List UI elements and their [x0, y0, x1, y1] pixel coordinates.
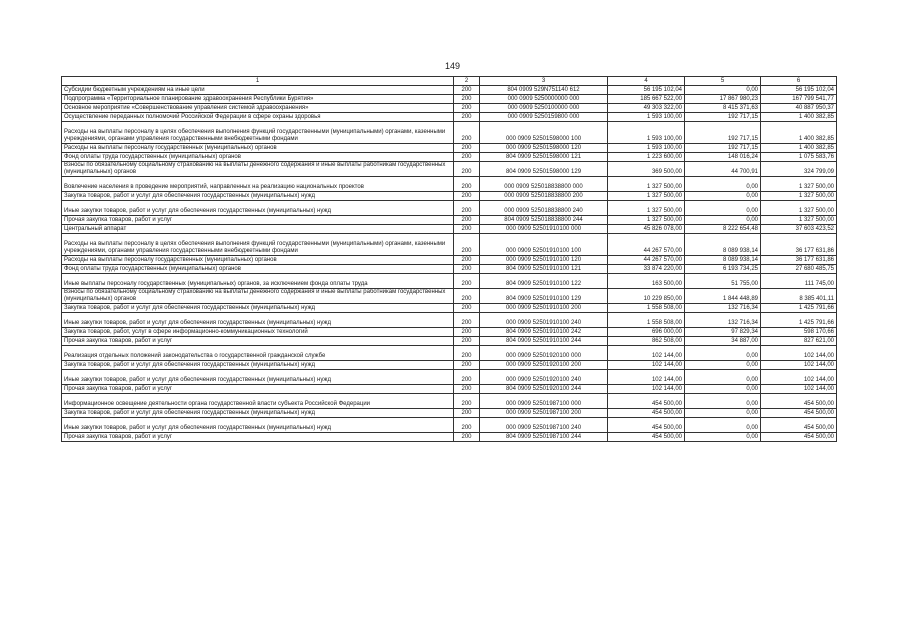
row-name-cell: Осуществление переданных полномочий Российской Федерации в сфере охраны здоровья	[62, 113, 454, 122]
row-code-cell: 804 0909 525018838800 244	[480, 216, 608, 225]
row-grbs-cell: 200	[454, 361, 480, 370]
row-grbs-cell: 200	[454, 113, 480, 122]
row-executed-cell: 97 829,34	[685, 328, 761, 337]
table-row	[62, 104, 837, 113]
row-remaining-cell: 111 745,00	[761, 274, 837, 289]
row-assigned-cell: 454 500,00	[608, 433, 685, 442]
row-executed-cell: 0,00	[685, 177, 761, 192]
table-row	[62, 265, 837, 274]
row-grbs-cell: 200	[454, 162, 480, 177]
row-assigned-cell: 1 223 600,00	[608, 153, 685, 162]
row-name-cell: Закупка товаров, работ и услуг для обеспечения государственных (муниципальных) нужд	[62, 304, 454, 313]
row-executed-cell: 0,00	[685, 216, 761, 225]
row-remaining-cell: 1 327 500,00	[761, 192, 837, 201]
row-code-cell: 000 0909 52501910100 100	[480, 234, 608, 256]
row-remaining-cell: 167 799 541,77	[761, 95, 837, 104]
row-grbs-cell: 200	[454, 144, 480, 153]
row-name-cell: Иные закупки товаров, работ и услуг для обеспечения государственных (муниципальных) нужд	[62, 370, 454, 385]
row-grbs-cell: 200	[454, 304, 480, 313]
table-row	[62, 153, 837, 162]
row-executed-cell: 0,00	[685, 361, 761, 370]
row-name-cell: Прочая закупка товаров, работ и услуг	[62, 433, 454, 442]
row-remaining-cell: 1 400 382,85	[761, 113, 837, 122]
table-row	[62, 177, 837, 192]
table-row	[62, 86, 837, 95]
row-name-cell: Иные закупки товаров, работ и услуг для обеспечения государственных (муниципальных) нужд	[62, 201, 454, 216]
row-executed-cell: 192 717,15	[685, 144, 761, 153]
row-remaining-cell: 454 500,00	[761, 418, 837, 433]
row-assigned-cell: 44 267 570,00	[608, 256, 685, 265]
row-name-cell: Закупка товаров, работ и услуг для обеспечения государственных (муниципальных) нужд	[62, 409, 454, 418]
row-assigned-cell: 1 558 508,00	[608, 313, 685, 328]
row-code-cell: 000 0909 5250159800 000	[480, 113, 608, 122]
row-name-cell: Закупка товаров, работ и услуг для обеспечения государственных (муниципальных) нужд	[62, 361, 454, 370]
column-header: 5	[685, 77, 761, 86]
row-name-cell: Иные закупки товаров, работ и услуг для обеспечения государственных (муниципальных) нужд	[62, 313, 454, 328]
row-code-cell: 000 0909 5250000000 000	[480, 95, 608, 104]
row-assigned-cell: 454 500,00	[608, 394, 685, 409]
row-name-cell: Реализация отдельных положений законодательства о государственной гражданской службе	[62, 346, 454, 361]
row-code-cell: 000 0909 52501987100 200	[480, 409, 608, 418]
row-grbs-cell: 200	[454, 394, 480, 409]
row-executed-cell: 8 415 371,63	[685, 104, 761, 113]
row-executed-cell: 34 887,00	[685, 337, 761, 346]
row-code-cell: 000 0909 52501598000 120	[480, 144, 608, 153]
row-name-cell: Прочая закупка товаров, работ и услуг	[62, 385, 454, 394]
row-grbs-cell: 200	[454, 216, 480, 225]
row-remaining-cell: 1 400 382,85	[761, 122, 837, 144]
row-assigned-cell: 102 144,00	[608, 361, 685, 370]
row-remaining-cell: 598 170,66	[761, 328, 837, 337]
row-grbs-cell: 200	[454, 328, 480, 337]
row-code-cell: 804 0909 52501910100 242	[480, 328, 608, 337]
row-name-cell: Прочая закупка товаров, работ и услуг	[62, 337, 454, 346]
row-assigned-cell: 102 144,00	[608, 370, 685, 385]
row-name-cell: Расходы на выплаты персоналу государственных (муниципальных) органов	[62, 144, 454, 153]
row-name-cell: Подпрограмма «Территориальное планирование здравоохранения Республики Бурятия»	[62, 95, 454, 104]
column-header: 4	[608, 77, 685, 86]
row-grbs-cell: 200	[454, 86, 480, 95]
row-remaining-cell: 102 144,00	[761, 370, 837, 385]
row-assigned-cell: 1 327 500,00	[608, 192, 685, 201]
row-executed-cell: 132 716,34	[685, 313, 761, 328]
table-row	[62, 95, 837, 104]
row-assigned-cell: 33 874 220,00	[608, 265, 685, 274]
row-grbs-cell: 200	[454, 122, 480, 144]
row-remaining-cell: 36 177 631,86	[761, 234, 837, 256]
row-grbs-cell: 200	[454, 177, 480, 192]
row-code-cell: 000 0909 52501987100 000	[480, 394, 608, 409]
row-executed-cell: 132 716,34	[685, 304, 761, 313]
row-grbs-cell: 200	[454, 201, 480, 216]
row-assigned-cell: 1 593 100,00	[608, 144, 685, 153]
column-header: 2	[454, 77, 480, 86]
budget-table	[61, 76, 837, 442]
row-assigned-cell: 1 558 508,00	[608, 304, 685, 313]
row-grbs-cell: 200	[454, 418, 480, 433]
row-executed-cell: 17 867 980,23	[685, 95, 761, 104]
row-assigned-cell: 696 000,00	[608, 328, 685, 337]
row-assigned-cell: 163 500,00	[608, 274, 685, 289]
row-code-cell: 000 0909 52501987100 240	[480, 418, 608, 433]
row-grbs-cell: 200	[454, 313, 480, 328]
row-remaining-cell: 454 500,00	[761, 409, 837, 418]
row-grbs-cell: 200	[454, 433, 480, 442]
row-executed-cell: 0,00	[685, 192, 761, 201]
row-assigned-cell: 102 144,00	[608, 346, 685, 361]
row-grbs-cell: 200	[454, 385, 480, 394]
row-assigned-cell: 10 229 850,00	[608, 289, 685, 304]
row-remaining-cell: 1 327 500,00	[761, 216, 837, 225]
row-grbs-cell: 200	[454, 234, 480, 256]
row-code-cell: 804 0909 52501987100 244	[480, 433, 608, 442]
row-assigned-cell: 454 500,00	[608, 409, 685, 418]
row-name-cell: Центральный аппарат	[62, 225, 454, 234]
row-name-cell: Информационное освещение деятельности органа государственной власти субъекта Российской Федерации	[62, 394, 454, 409]
row-grbs-cell: 200	[454, 370, 480, 385]
row-executed-cell: 0,00	[685, 409, 761, 418]
row-code-cell: 000 0909 52501920100 200	[480, 361, 608, 370]
column-header: 3	[480, 77, 608, 86]
row-code-cell: 000 0909 52501920100 000	[480, 346, 608, 361]
row-remaining-cell: 40 887 950,37	[761, 104, 837, 113]
table-row	[62, 256, 837, 265]
row-assigned-cell: 49 303 322,00	[608, 104, 685, 113]
column-header: 1	[62, 77, 454, 86]
row-code-cell: 804 0909 52501910100 122	[480, 274, 608, 289]
row-executed-cell: 192 717,15	[685, 122, 761, 144]
table-header-row	[62, 77, 837, 86]
row-code-cell: 804 0909 52501910100 121	[480, 265, 608, 274]
row-name-cell: Расходы на выплаты персоналу государственных (муниципальных) органов	[62, 256, 454, 265]
table-row	[62, 225, 837, 234]
row-code-cell: 000 0909 5250100000 000	[480, 104, 608, 113]
table-row	[62, 346, 837, 361]
row-executed-cell: 0,00	[685, 385, 761, 394]
row-remaining-cell: 37 603 423,52	[761, 225, 837, 234]
row-assigned-cell: 1 593 100,00	[608, 113, 685, 122]
row-remaining-cell: 454 500,00	[761, 394, 837, 409]
row-name-cell: Расходы на выплаты персоналу в целях обеспечения выполнения функций государственными (муниципальными) органами, казенными учреждениями, органами управления государственными внебюджетными фондами	[62, 234, 454, 256]
row-grbs-cell: 200	[454, 104, 480, 113]
row-remaining-cell: 1 327 500,00	[761, 201, 837, 216]
row-name-cell: Иные выплаты персоналу государственных (муниципальных) органов, за исключением фонда оплаты труда	[62, 274, 454, 289]
row-name-cell: Основное мероприятие «Совершенствование управления системой здравоохранения»	[62, 104, 454, 113]
table-row	[62, 394, 837, 409]
row-assigned-cell: 1 327 500,00	[608, 177, 685, 192]
row-executed-cell: 0,00	[685, 86, 761, 95]
row-code-cell: 000 0909 525018838800 240	[480, 201, 608, 216]
row-executed-cell: 0,00	[685, 394, 761, 409]
column-header: 6	[761, 77, 837, 86]
table-row	[62, 144, 837, 153]
row-name-cell: Взносы по обязательному социальному страхованию на выплаты денежного содержания и иные выплаты работникам государственных (муниципальных) органов	[62, 162, 454, 177]
row-code-cell: 000 0909 525018838800 200	[480, 192, 608, 201]
table-row	[62, 313, 837, 328]
page-number: 149	[444, 61, 461, 71]
row-remaining-cell: 102 144,00	[761, 361, 837, 370]
table-row	[62, 192, 837, 201]
row-code-cell: 000 0909 52501910100 200	[480, 304, 608, 313]
row-remaining-cell: 454 500,00	[761, 433, 837, 442]
row-grbs-cell: 200	[454, 256, 480, 265]
row-assigned-cell: 44 267 570,00	[608, 234, 685, 256]
row-assigned-cell: 1 327 500,00	[608, 216, 685, 225]
row-grbs-cell: 200	[454, 337, 480, 346]
row-code-cell: 000 0909 52501598000 100	[480, 122, 608, 144]
row-name-cell: Закупка товаров, работ, услуг в сфере информационно-коммуникационных технологий	[62, 328, 454, 337]
row-assigned-cell: 862 508,00	[608, 337, 685, 346]
row-code-cell: 804 0909 52501920100 244	[480, 385, 608, 394]
row-name-cell: Фонд оплаты труда государственных (муниципальных) органов	[62, 153, 454, 162]
row-name-cell: Фонд оплаты труда государственных (муниципальных) органов	[62, 265, 454, 274]
row-code-cell: 804 0909 529N751140 612	[480, 86, 608, 95]
row-executed-cell: 148 016,24	[685, 153, 761, 162]
table-row	[62, 113, 837, 122]
table-row	[62, 289, 837, 304]
row-name-cell: Взносы по обязательному социальному страхованию на выплаты денежного содержания и иные выплаты работникам государственных (муниципальных) органов	[62, 289, 454, 304]
row-assigned-cell: 369 500,00	[608, 162, 685, 177]
row-grbs-cell: 200	[454, 409, 480, 418]
table-row	[62, 234, 837, 256]
table-row	[62, 274, 837, 289]
row-executed-cell: 8 089 938,14	[685, 234, 761, 256]
row-code-cell: 804 0909 52501598000 121	[480, 153, 608, 162]
row-remaining-cell: 1 400 382,85	[761, 144, 837, 153]
row-executed-cell: 44 700,91	[685, 162, 761, 177]
row-executed-cell: 8 222 654,48	[685, 225, 761, 234]
table-row	[62, 370, 837, 385]
row-executed-cell: 0,00	[685, 370, 761, 385]
row-remaining-cell: 102 144,00	[761, 346, 837, 361]
table-row	[62, 201, 837, 216]
table-row	[62, 328, 837, 337]
row-grbs-cell: 200	[454, 95, 480, 104]
row-grbs-cell: 200	[454, 274, 480, 289]
row-remaining-cell: 102 144,00	[761, 385, 837, 394]
row-executed-cell: 0,00	[685, 418, 761, 433]
row-name-cell: Расходы на выплаты персоналу в целях обеспечения выполнения функций государственными (муниципальными) органами, казенными учреждениями, органами управления государственными внебюджетными фондами	[62, 122, 454, 144]
row-remaining-cell: 8 385 401,11	[761, 289, 837, 304]
row-assigned-cell: 102 144,00	[608, 385, 685, 394]
row-code-cell: 000 0909 52501920100 240	[480, 370, 608, 385]
table-row	[62, 385, 837, 394]
row-name-cell: Субсидии бюджетным учреждениям на иные цели	[62, 86, 454, 95]
table-row	[62, 361, 837, 370]
row-name-cell: Закупка товаров, работ и услуг для обеспечения государственных (муниципальных) нужд	[62, 192, 454, 201]
row-grbs-cell: 200	[454, 346, 480, 361]
row-remaining-cell: 1 075 583,76	[761, 153, 837, 162]
row-grbs-cell: 200	[454, 265, 480, 274]
row-code-cell: 000 0909 52501910100 120	[480, 256, 608, 265]
row-assigned-cell: 56 195 102,04	[608, 86, 685, 95]
row-code-cell: 804 0909 52501910100 129	[480, 289, 608, 304]
row-grbs-cell: 200	[454, 289, 480, 304]
row-code-cell: 000 0909 52501910100 000	[480, 225, 608, 234]
table-row	[62, 433, 837, 442]
row-remaining-cell: 27 680 485,75	[761, 265, 837, 274]
table-row	[62, 122, 837, 144]
row-remaining-cell: 324 799,09	[761, 162, 837, 177]
row-remaining-cell: 1 425 791,66	[761, 304, 837, 313]
row-remaining-cell: 1 425 791,66	[761, 313, 837, 328]
row-remaining-cell: 1 327 500,00	[761, 177, 837, 192]
row-remaining-cell: 36 177 631,86	[761, 256, 837, 265]
row-assigned-cell: 45 826 078,00	[608, 225, 685, 234]
table-row	[62, 409, 837, 418]
row-code-cell: 000 0909 52501910100 240	[480, 313, 608, 328]
table-row	[62, 304, 837, 313]
row-assigned-cell: 1 327 500,00	[608, 201, 685, 216]
table-row	[62, 418, 837, 433]
row-assigned-cell: 1 593 100,00	[608, 122, 685, 144]
row-executed-cell: 0,00	[685, 201, 761, 216]
table-row	[62, 337, 837, 346]
row-executed-cell: 8 089 938,14	[685, 256, 761, 265]
row-name-cell: Иные закупки товаров, работ и услуг для обеспечения государственных (муниципальных) нужд	[62, 418, 454, 433]
row-executed-cell: 1 844 448,89	[685, 289, 761, 304]
row-grbs-cell: 200	[454, 225, 480, 234]
row-remaining-cell: 56 195 102,04	[761, 86, 837, 95]
row-grbs-cell: 200	[454, 153, 480, 162]
row-executed-cell: 51 755,00	[685, 274, 761, 289]
table-row	[62, 216, 837, 225]
row-grbs-cell: 200	[454, 192, 480, 201]
row-executed-cell: 0,00	[685, 346, 761, 361]
row-assigned-cell: 454 500,00	[608, 418, 685, 433]
table-row	[62, 162, 837, 177]
row-code-cell: 000 0909 525018838800 000	[480, 177, 608, 192]
row-remaining-cell: 827 621,00	[761, 337, 837, 346]
row-name-cell: Вовлечение населения в проведение мероприятий, направленных на реализацию национальных проектов	[62, 177, 454, 192]
row-name-cell: Прочая закупка товаров, работ и услуг	[62, 216, 454, 225]
row-assigned-cell: 185 667 522,00	[608, 95, 685, 104]
row-code-cell: 804 0909 52501910100 244	[480, 337, 608, 346]
row-code-cell: 804 0909 52501598000 129	[480, 162, 608, 177]
row-executed-cell: 0,00	[685, 433, 761, 442]
row-executed-cell: 6 193 734,25	[685, 265, 761, 274]
row-executed-cell: 192 717,15	[685, 113, 761, 122]
